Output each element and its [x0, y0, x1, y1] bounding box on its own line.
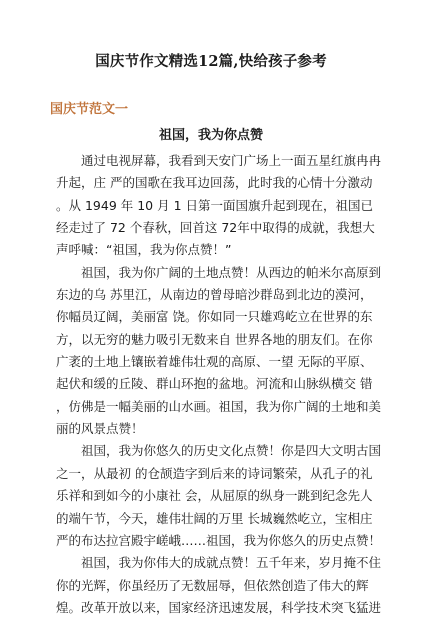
text-line: 乐祥和到如今的小康社 会，从屈原的纵身一跳到纪念先人 [56, 488, 373, 504]
text-line: 起伏和缓的丘陵、群山环抱的盆地。河流和山脉纵横交 错 [56, 376, 373, 392]
text-line: 通过电视屏幕，我看到天安门广场上一面五星红旗冉冉 [56, 153, 381, 168]
text-line: 广袤的土地上镶嵌着雄伟壮观的高原、一望 无际的平原、 [56, 354, 373, 370]
section-title: 国庆节范文一 [50, 102, 129, 117]
text-line: 祖国，我为你广阔的土地点赞！从西边的帕米尔高原到 [56, 264, 381, 280]
text-line: 。从 1949 年 10 月 1 日第一面国旗升起到现在，祖国已 [56, 197, 374, 213]
text-line: 方，以无穷的魅力吸引无数来自 世界各地的朋友们。在你 [56, 331, 373, 347]
text-line: 祖国，我为你伟大的成就点赞！五千年来，岁月掩不住 [56, 555, 381, 571]
text-line: 东边的乌 苏里江，从南边的曾母暗沙群岛到北边的漠河， [56, 287, 373, 303]
text-line: 的端午节，今天，雄伟壮阔的万里 长城巍然屹立，宝相庄 [56, 510, 373, 526]
text-line: 声呼喊：“祖国，我为你点赞！” [56, 242, 232, 258]
text-line: 祖国，我为你悠久的历史文化点赞！你是四大文明古国 [56, 443, 381, 459]
text-line: 严的布达拉宫殿宇嵯峨……祖国，我为你悠久的历史点赞！ [56, 532, 381, 548]
essay-title: 祖国，我为你点赞 [158, 128, 263, 143]
text-line: 煌。改革开放以来，国家经济迅速发展，科学技术突飞猛进 [56, 599, 381, 615]
text-line: 经走过了 72 个春秋，回首这 72年中取得的成就，我想大 [56, 220, 375, 236]
essay-body [56, 150, 381, 619]
text-line: ，仿佛是一幅美丽的山水画。祖国，我为你广阔的土地和美 [56, 398, 381, 414]
document-title: 国庆节作文精选12篇,快给孩子参考 [95, 53, 327, 70]
text-line: 升起，庄 严的国歌在我耳边回荡，此时我的心情十分激动 [56, 175, 373, 191]
text-line: 丽的风景点赞！ [56, 421, 144, 437]
text-line: 你的光辉，你虽经历了无数屈辱，但依然创造了伟大的辉 [56, 577, 369, 593]
text-line: 之一，从最初 的仓颉造字到后来的诗词繁荣，从孔子的礼 [56, 465, 373, 481]
text-line: 你幅员辽阔，美丽富 饶。你如同一只雄鸡屹立在世界的东 [56, 309, 373, 325]
